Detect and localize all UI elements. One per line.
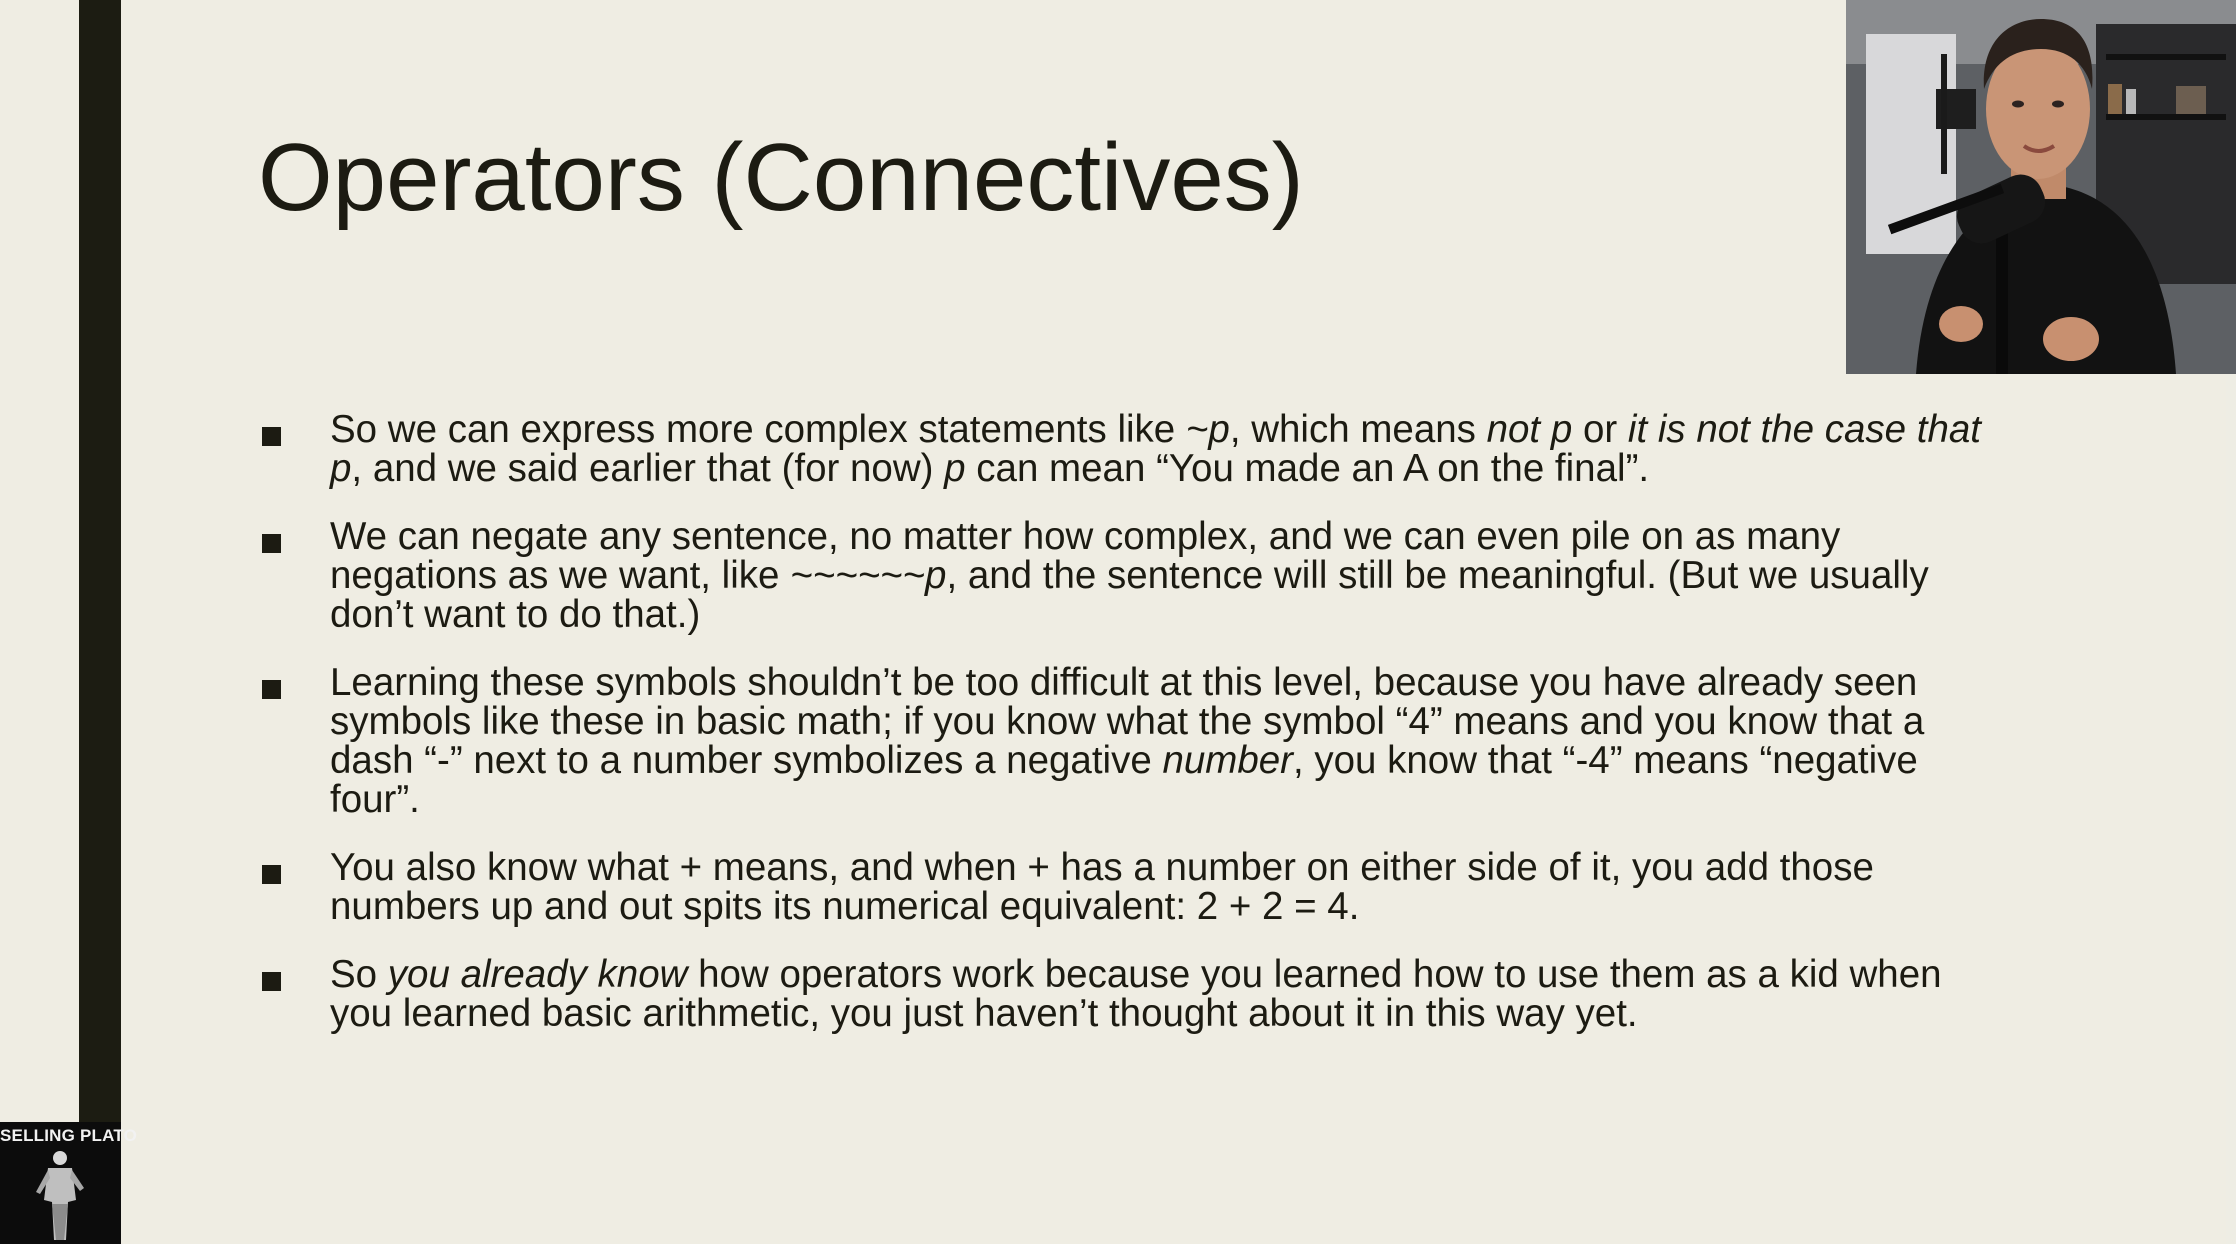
italic-run: it is not the case that p (330, 408, 1982, 490)
text-run: We can negate any sentence, no matter how complex, and we can even pile on as many negations as we want, like (330, 515, 1841, 597)
channel-logo (0, 1122, 138, 1244)
text-run: how operators work because you learned how to use them as a kid when you learned basic arithmetic, you just haven’t thought about it in this way yet. (330, 953, 1942, 1035)
text-run: So we can express more complex statements like (330, 408, 1186, 451)
slide-title: Operators (Connectives) (258, 124, 1304, 231)
statue-figure-icon (28, 1148, 92, 1244)
bullet-item (258, 955, 1998, 1033)
bullet-item (258, 663, 1998, 819)
italic-run: you already know (387, 953, 688, 996)
text-run: can mean “You made an A on the final”. (965, 447, 1650, 490)
text-run: , and we said earlier that (for now) (351, 447, 945, 490)
presenter-video-icon (1846, 0, 2236, 374)
square-bullet-icon (262, 427, 281, 446)
bullet-item (258, 410, 1998, 488)
bullet-text (330, 846, 1874, 928)
italic-run: not p (1486, 408, 1573, 451)
text-run: , and the sentence will still be meaningful. (But we usually don’t want to do that.) (330, 554, 1929, 636)
text-run: Learning these symbols shouldn’t be too difficult at this level, because you have already seen symbols like these in basic math; if you know what the symbol “4” means and you know that a dash “-” next to a number symbolizes a negative (330, 661, 1925, 782)
italic-run: p (944, 447, 966, 490)
bullet-item (258, 848, 1998, 926)
square-bullet-icon (262, 534, 281, 553)
italic-run: number (1162, 739, 1293, 782)
presenter-webcam (1846, 0, 2236, 374)
left-accent-bar (79, 0, 121, 1244)
bullet-list (258, 410, 1998, 1062)
logo-text: SELLING PLATO (0, 1126, 138, 1145)
text-run: or (1572, 408, 1628, 451)
bullet-text (330, 408, 1981, 490)
square-bullet-icon (262, 865, 281, 884)
bullet-text (330, 515, 1929, 636)
text-run: , which means (1229, 408, 1487, 451)
text-run: , you know that “-4” means “negative four”. (330, 739, 1918, 821)
square-bullet-icon (262, 680, 281, 699)
square-bullet-icon (262, 972, 281, 991)
italic-run: ~~~~~~p (790, 554, 947, 597)
bullet-text (330, 953, 1942, 1035)
text-run: You also know what + means, and when + has a number on either side of it, you add those numbers up and out spits its numerical equivalent: 2 + 2 = 4. (330, 846, 1874, 928)
text-run: So (330, 953, 388, 996)
bullet-text (330, 661, 1924, 821)
bullet-item (258, 517, 1998, 634)
italic-run: ~p (1185, 408, 1230, 451)
